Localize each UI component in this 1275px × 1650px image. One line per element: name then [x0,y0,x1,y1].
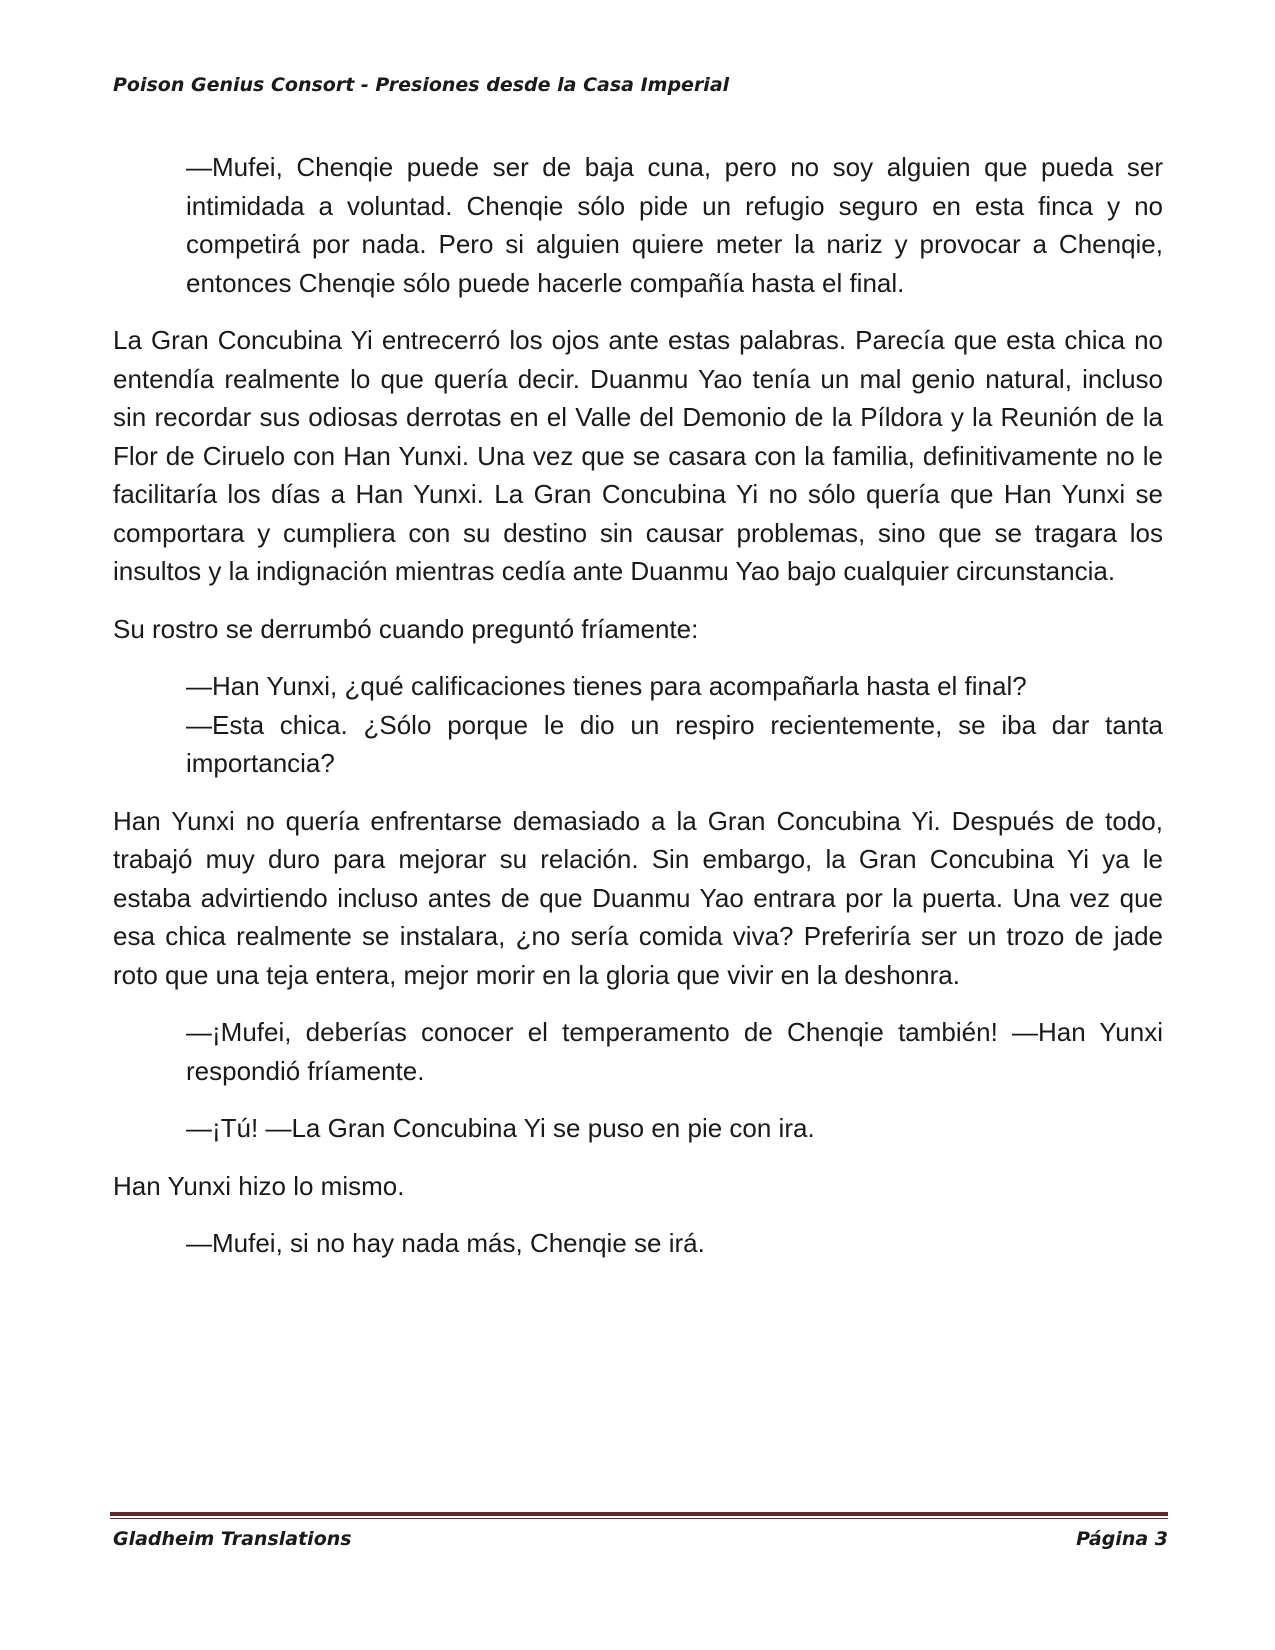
paragraph-dialogue: —Han Yunxi, ¿qué calificaciones tienes para acompañarla hasta el final? [186,671,1027,701]
paragraph-dialogue: —Mufei, si no hay nada más, Chenqie se irá. [186,1228,705,1258]
paragraph-narration: Han Yunxi no quería enfrentarse demasiado a la Gran Concubina Yi. Después de todo, trabajó muy duro para mejorar su relación. Sin embargo, la Gran Concubina Yi ya le estaba advirtiendo incluso antes de que Duanmu Yao entrara por la puerta. Una vez que esa chica realmente se instalara, ¿no sería comida viva? Preferiría ser un trozo de jade roto que una teja entera, mejor morir en la gloria que vivir en la deshonra. [113,805,1163,990]
footer-divider-thin-line [110,1518,1168,1519]
paragraph-narration: La Gran Concubina Yi entrecerró los ojos ante estas palabras. Parecía que esta chica no entendía realmente lo que quería decir. Duanmu Yao tenía un mal genio natural, incluso sin recordar sus odiosas derrotas en el Valle del Demonio de la Píldora y la Reunión de la Flor de Ciruelo con Han Yunxi. Una vez que se casara con la familia, definitivamente no le facilitaría los días a Han Yunxi. La Gran Concubina Yi no sólo quería que Han Yunxi se comportara y cumpliera con su destino sin causar problemas, sino que se tragara los insultos y la indignación mientras cedía ante Duanmu Yao bajo cualquier circunstancia. [113,325,1163,586]
paragraph-dialogue: —Mufei, Chenqie puede ser de baja cuna, pero no soy alguien que pueda ser intimidada a voluntad. Chenqie sólo pide un refugio seguro en esta finca y no competirá por nada. Pero si alguien quiere meter la nariz y provocar a Chenqie, entonces Chenqie sólo puede hacerle compañía hasta el final. [186,152,1163,298]
footer-page-number: Página 3 [1076,1528,1168,1550]
page-header-title: Poison Genius Consort - Presiones desde la Casa Imperial [113,74,730,96]
paragraph-dialogue: —Esta chica. ¿Sólo porque le dio un respiro recientemente, se iba dar tanta importancia? [186,709,1163,778]
footer-publisher: Gladheim Translations [113,1528,352,1550]
footer-divider-thick-line [110,1512,1168,1516]
paragraph-narration: Han Yunxi hizo lo mismo. [113,1170,405,1201]
paragraph-dialogue: —¡Mufei, deberías conocer el temperamento de Chenqie también! —Han Yunxi respondió fríamente. [186,1017,1163,1086]
footer-divider [110,1512,1168,1520]
paragraph-dialogue: —¡Tú! —La Gran Concubina Yi se puso en pie con ira. [186,1113,815,1143]
document-body [113,148,1163,1282]
paragraph-narration: Su rostro se derrumbó cuando preguntó fríamente: [113,613,699,644]
